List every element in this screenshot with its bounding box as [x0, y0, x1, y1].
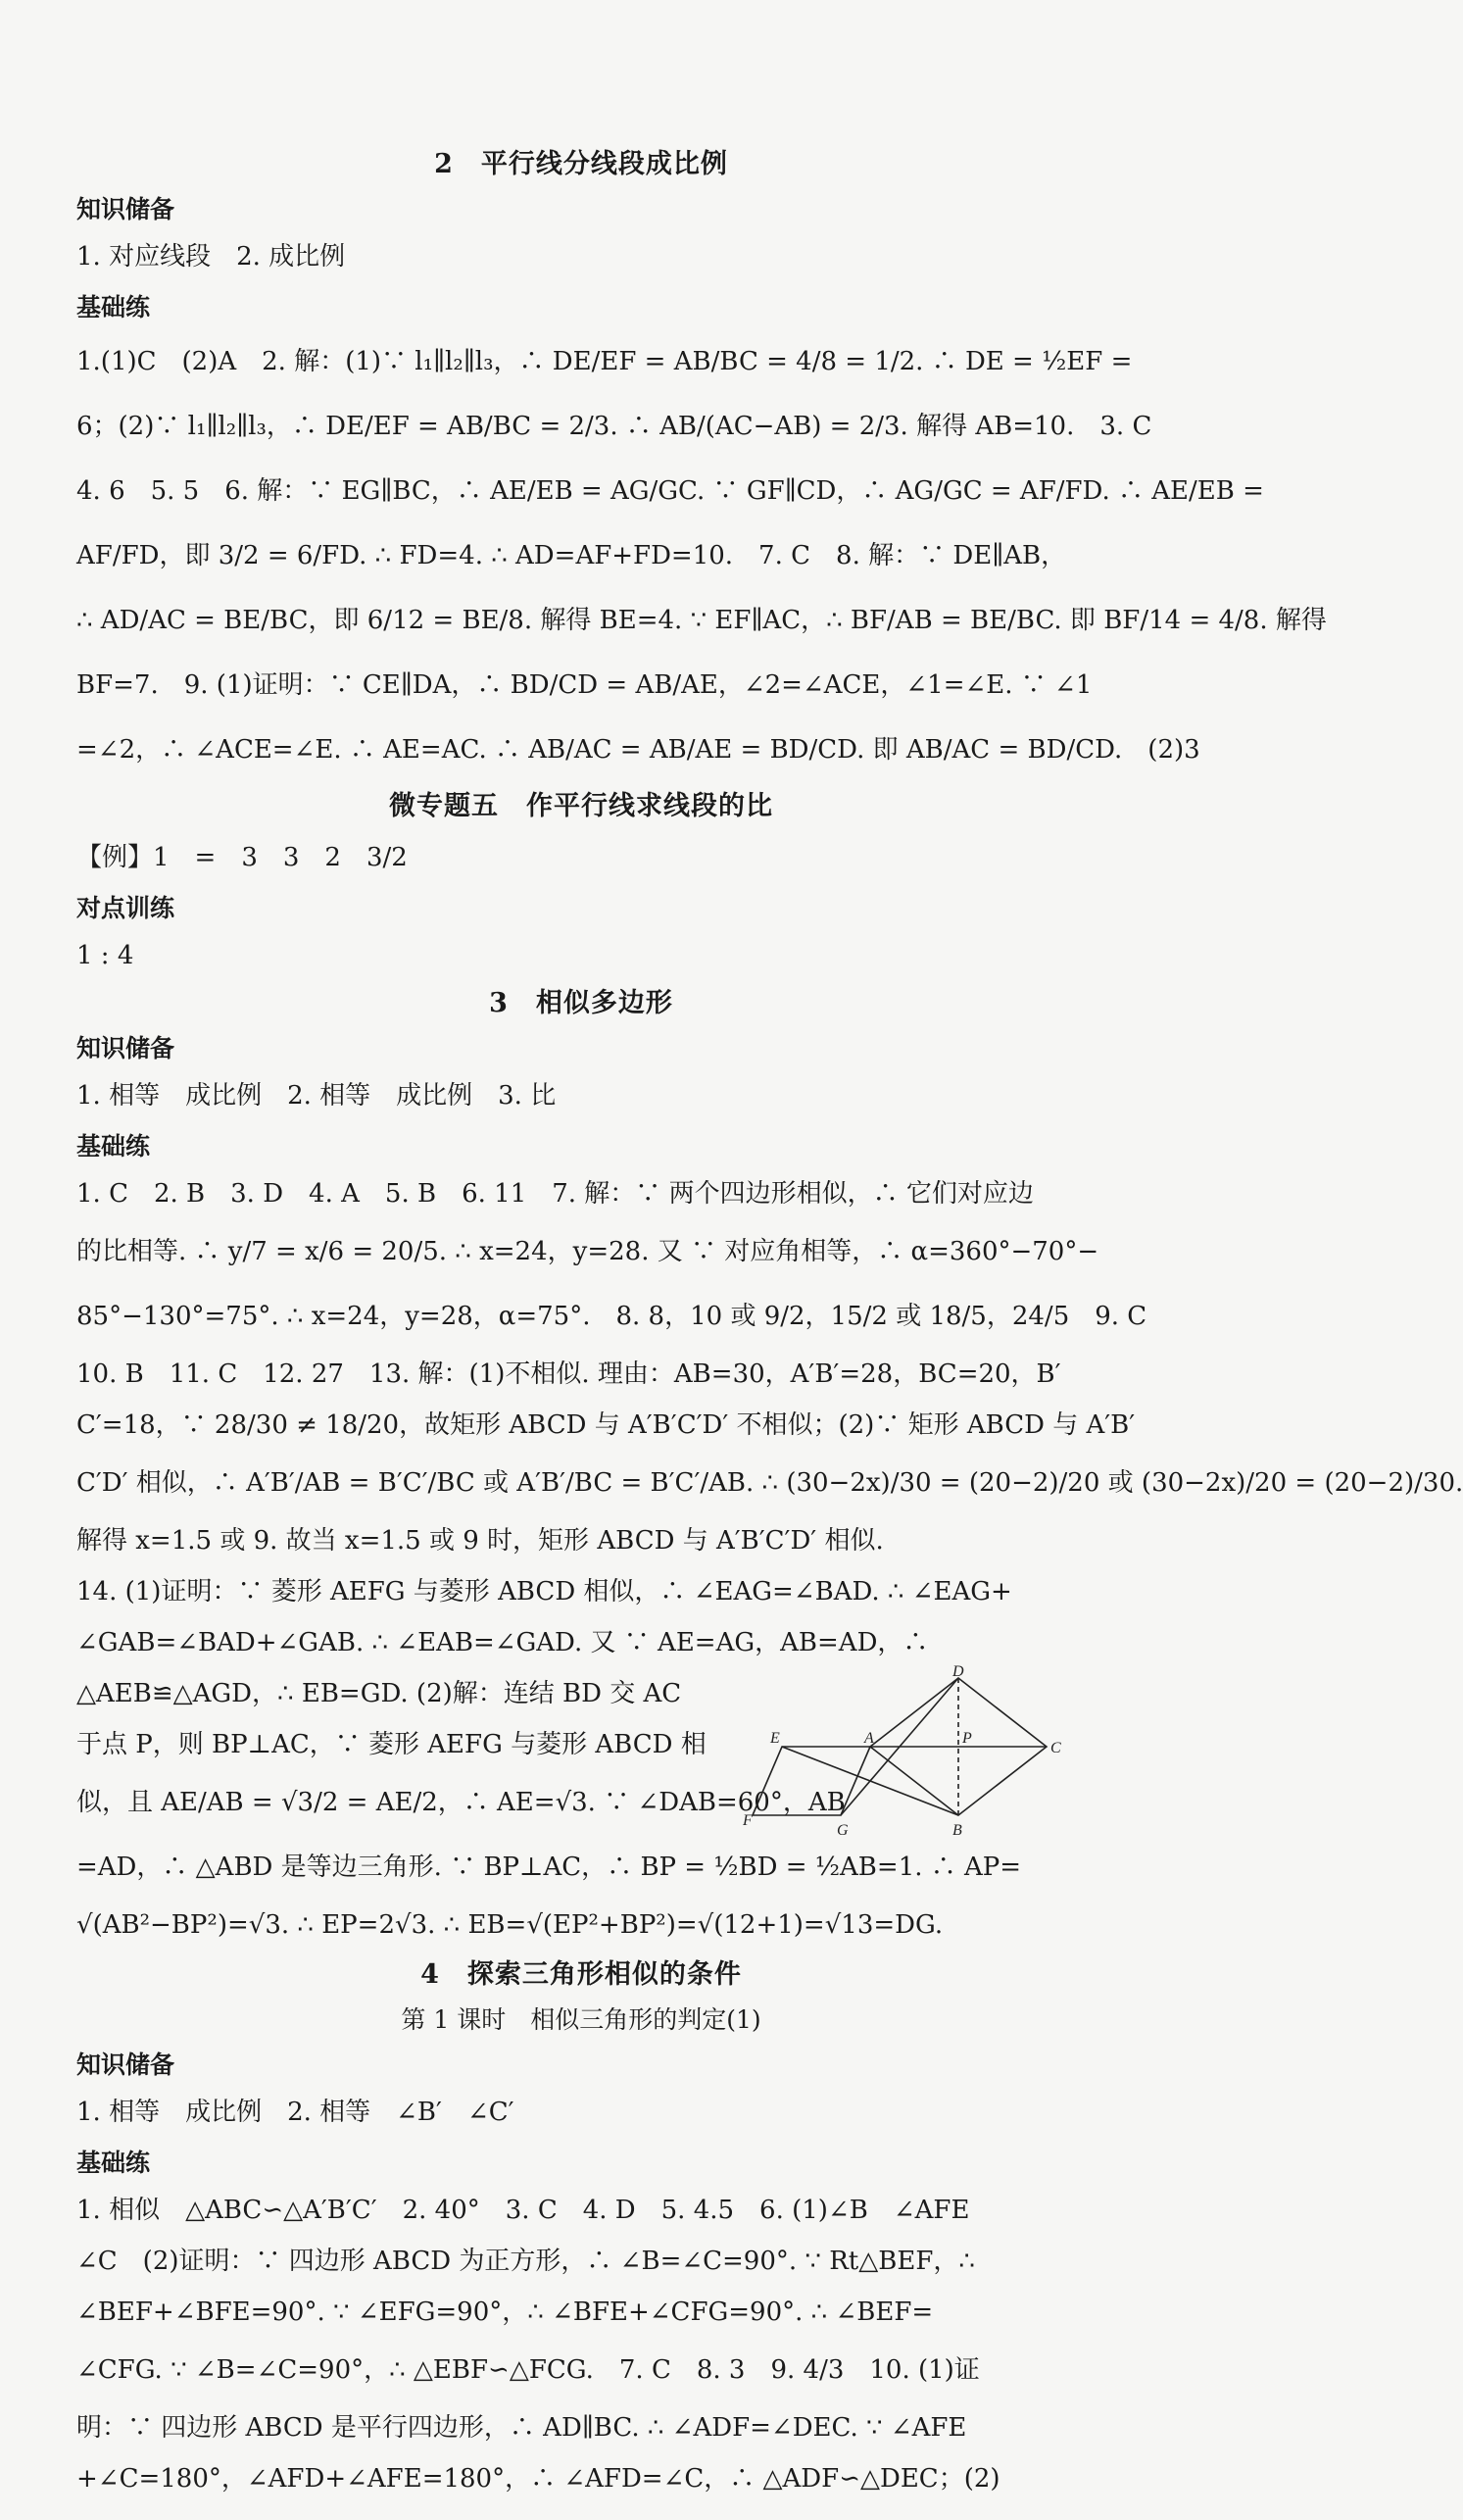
heading-knowledge: 知识储备	[76, 195, 175, 223]
s4-answers	[76, 2185, 1086, 2504]
answer-line: C′D′ 相似，∴ A′B′/AB = B′C′/BC 或 A′B′/BC = B′C′/AB. ∴ (30−2x)/30 = (20−2)/20 或 (30−2x)/20 = (20−2)/30.	[76, 1468, 1463, 1498]
answer-line: 1.(1)C (2)A 2. 解：(1)∵ l₁∥l₂∥l₃，∴ DE/EF = AB/BC = 4/8 = 1/2. ∴ DE = ½EF =	[76, 347, 1133, 376]
answer-line: =∠2，∴ ∠ACE=∠E. ∴ AE=AC. ∴ AB/AC = AB/AE = BD/CD. 即 AB/AC = BD/CD. (2)3	[76, 735, 1200, 765]
answer-line: 1. 相似 △ABC∽△A′B′C′ 2. 40° 3. C 4. D 5. 4.5 6. (1)∠B ∠AFE	[76, 2196, 970, 2225]
answer-line: 1. C 2. B 3. D 4. A 5. B 6. 11 7. 解：∵ 两个四边形相似，∴ 它们对应边	[76, 1179, 1034, 1209]
rhombus-diagram	[743, 1663, 1086, 1903]
answer-line: 的比相等. ∴ y/7 = x/6 = 20/5. ∴ x=24，y=28. 又 ∵ 对应角相等，∴ α=360°−70°−	[76, 1237, 1099, 1266]
heading-targeted-training: 对点训练	[76, 894, 175, 922]
answer-line: 85°−130°=75°. ∴ x=24，y=28，α=75°. 8. 8，10 或 9/2，15/2 或 18/5，24/5 9. C	[76, 1302, 1147, 1331]
heading-knowledge: 知识储备	[76, 1034, 175, 1062]
answer-line: ∠GAB=∠BAD+∠GAB. ∴ ∠EAB=∠GAD. 又 ∵ AE=AG，AB=AD，∴	[76, 1628, 929, 1657]
answer-line: 似，且 AE/AB = √3/2 = AE/2，∴ AE=√3. ∵ ∠DAB=60°，AB	[76, 1788, 846, 1817]
answer-line: ∴ AD/AC = BE/BC，即 6/12 = BE/8. 解得 BE=4. ∵ EF∥AC，∴ BF/AB = BE/BC. 即 BF/14 = 4/8. 解得	[76, 606, 1327, 635]
answer-line: +∠C=180°，∠AFD+∠AFE=180°，∴ ∠AFD=∠C，∴ △ADF∽△DEC；(2)	[76, 2464, 1000, 2494]
section-title-parallel-lines: 2 平行线分线段成比例	[434, 149, 728, 179]
answer-line: AF/FD，即 3/2 = 6/FD. ∴ FD=4. ∴ AD=AF+FD=10. 7. C 8. 解：∵ DE∥AB，	[76, 541, 1067, 570]
answer-line: 于点 P，则 BP⊥AC，∵ 菱形 AEFG 与菱形 ABCD 相	[76, 1730, 707, 1759]
answer-line: ∠CFG. ∵ ∠B=∠C=90°，∴ △EBF∽△FCG. 7. C 8. 3 9. 4/3 10. (1)证	[76, 2355, 980, 2385]
label-p: P	[962, 1730, 972, 1747]
section-title-similar-polygons: 3 相似多边形	[489, 988, 673, 1018]
answer-line: 明：∵ 四边形 ABCD 是平行四边形，∴ AD∥BC. ∴ ∠ADF=∠DEC. ∵ ∠AFE	[76, 2413, 967, 2443]
label-g: G	[837, 1822, 849, 1839]
label-b: B	[952, 1822, 962, 1839]
example-answer: 【例】1 = 3 3 2 3/2	[76, 843, 408, 872]
knowledge-answers: 1. 对应线段 2. 成比例	[76, 242, 346, 272]
label-c: C	[1050, 1740, 1061, 1756]
answer-line: ∠BEF+∠BFE=90°. ∵ ∠EFG=90°，∴ ∠BFE+∠CFG=90°. ∴ ∠BEF=	[76, 2298, 934, 2327]
label-d: D	[952, 1663, 964, 1680]
rhombus-figure	[743, 1663, 1086, 1903]
label-f: F	[743, 1812, 753, 1829]
heading-knowledge: 知识储备	[76, 2051, 175, 2079]
answer-line: =AD，∴ △ABD 是等边三角形. ∵ BP⊥AC，∴ BP = ½BD = ½AB=1. ∴ AP=	[76, 1853, 1022, 1882]
answer-with-figure	[76, 1663, 1086, 1839]
label-a: A	[864, 1730, 874, 1747]
section-title-triangle-similarity: 4 探索三角形相似的条件	[420, 1959, 742, 1990]
lesson-subtitle: 第 1 课时 相似三角形的判定(1)	[401, 2005, 761, 2034]
answer-line: 10. B 11. C 12. 27 13. 解：(1)不相似. 理由：AB=30，A′B′=28，BC=20，B′	[76, 1359, 1061, 1389]
training-answer: 1 : 4	[76, 941, 134, 970]
answer-line: 6；(2)∵ l₁∥l₂∥l₃，∴ DE/EF = AB/BC = 2/3. ∴ AB/(AC−AB) = 2/3. 解得 AB=10. 3. C	[76, 412, 1152, 441]
heading-basic-practice: 基础练	[76, 2149, 151, 2177]
s1-answers	[76, 329, 1327, 782]
answer-line: △AEB≌△AGD，∴ EB=GD. (2)解：连结 BD 交 AC	[76, 1679, 682, 1708]
heading-basic-practice: 基础练	[76, 1132, 151, 1161]
s3-answers	[76, 1168, 1463, 1951]
answer-line: 解得 x=1.5 或 9. 故当 x=1.5 或 9 时，矩形 ABCD 与 A′B′C′D′ 相似.	[76, 1526, 884, 1556]
heading-basic-practice: 基础练	[76, 293, 151, 321]
answer-line: C′=18，∵ 28/30 ≠ 18/20，故矩形 ABCD 与 A′B′C′D′ 不相似；(2)∵ 矩形 ABCD 与 A′B′	[76, 1410, 1136, 1440]
knowledge-answers: 1. 相等 成比例 2. 相等 ∠B′ ∠C′	[76, 2098, 514, 2127]
answer-line: 14. (1)证明：∵ 菱形 AEFG 与菱形 ABCD 相似，∴ ∠EAG=∠BAD. ∴ ∠EAG+	[76, 1577, 1012, 1606]
label-e: E	[770, 1730, 780, 1747]
rhombus-aefg	[753, 1747, 870, 1815]
answer-line: ∠C (2)证明：∵ 四边形 ABCD 为正方形，∴ ∠B=∠C=90°. ∵ Rt△BEF，∴	[76, 2247, 975, 2276]
answer-line: √(AB²−BP²)=√3. ∴ EP=2√3. ∴ EB=√(EP²+BP²)=√(12+1)=√13=DG.	[76, 1910, 944, 1940]
section-title-micro-topic: 微专题五 作平行线求线段的比	[389, 791, 773, 821]
answer-line: BF=7. 9. (1)证明：∵ CE∥DA，∴ BD/CD = AB/AE，∠2=∠ACE，∠1=∠E. ∵ ∠1	[76, 670, 1093, 700]
answer-line: 4. 6 5. 5 6. 解：∵ EG∥BC，∴ AE/EB = AG/GC. ∵ GF∥CD，∴ AG/GC = AF/FD. ∴ AE/EB =	[76, 476, 1264, 506]
knowledge-answers: 1. 相等 成比例 2. 相等 成比例 3. 比	[76, 1081, 557, 1111]
